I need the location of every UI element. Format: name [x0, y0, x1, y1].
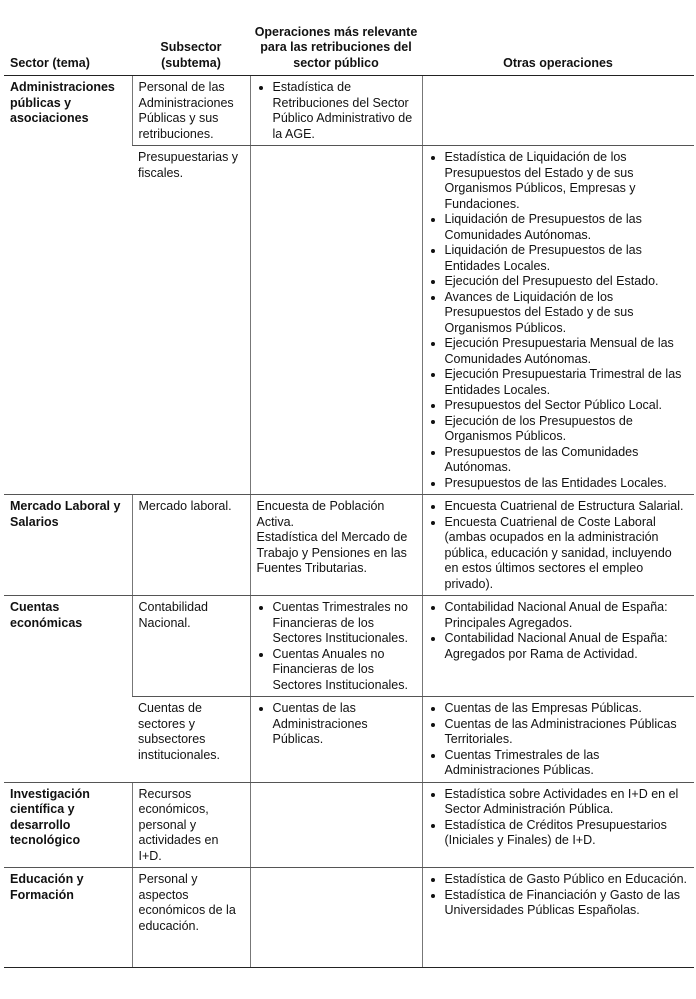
list-item: • Contabilidad Nacional Anual de España: Agregados por Rama de Actividad.	[445, 631, 690, 662]
list-item: • Ejecución de los Presupuestos de Organismos Públicos.	[445, 414, 690, 445]
list-item: • Liquidación de Presupuestos de las Comunidades Autónomas.	[445, 212, 690, 243]
list-item: • Encuesta Cuatrienal de Coste Laboral (ambas ocupados en la administración pública, educación y sanidad, incluyendo en estos últimos sectores el empleo privado).	[445, 515, 690, 593]
list-item: • Estadística de Financiación y Gasto de las Universidades Públicas Españolas.	[445, 888, 690, 919]
other-operations-cell	[422, 146, 694, 495]
list-item: • Presupuestos de las Comunidades Autónomas.	[445, 445, 690, 476]
table-row	[4, 76, 694, 146]
subsector-cell: Mercado laboral.	[132, 495, 250, 596]
subsector-cell: Personal y aspectos económicos de la educación.	[132, 868, 250, 968]
other-operations-cell	[422, 782, 694, 868]
list-item: • Cuentas de las Administraciones Públicas.	[273, 701, 417, 748]
sector-cell: Investigación científica y desarrollo tecnológico	[4, 782, 132, 868]
other-operations-cell	[422, 697, 694, 783]
header-subsector: Subsector (subtema)	[132, 4, 250, 76]
table-row	[4, 782, 694, 868]
list-item: • Cuentas Anuales no Financieras de los Sectores Institucionales.	[273, 647, 417, 694]
sector-cell: Mercado Laboral y Salarios	[4, 495, 132, 596]
list-item: • Estadística de Créditos Presupuestarios (Iniciales y Finales) de I+D.	[445, 818, 690, 849]
sector-cell: Administraciones públicas y asociaciones	[4, 76, 132, 495]
table-row	[4, 868, 694, 968]
list-item: • Liquidación de Presupuestos de las Entidades Locales.	[445, 243, 690, 274]
list-item: • Cuentas Trimestrales de las Administraciones Públicas.	[445, 748, 690, 779]
table-row	[4, 495, 694, 596]
list-item: • Estadística de Retribuciones del Sector Público Administrativo de la AGE.	[273, 80, 417, 142]
list-item: • Presupuestos del Sector Público Local.	[445, 398, 690, 414]
list-item: • Ejecución del Presupuesto del Estado.	[445, 274, 690, 290]
list-item: • Avances de Liquidación de los Presupuestos del Estado y de sus Organismos Públicos.	[445, 290, 690, 337]
other-operations-cell	[422, 868, 694, 968]
list-item: • Cuentas de las Empresas Públicas.	[445, 701, 690, 717]
list-item: • Ejecución Presupuestaria Mensual de las Comunidades Autónomas.	[445, 336, 690, 367]
sector-cell: Educación y Formación	[4, 868, 132, 968]
header-main-operations: Operaciones más relevante para las retribuciones del sector público	[250, 4, 422, 76]
list-item: • Cuentas Trimestrales no Financieras de los Sectores Institucionales.	[273, 600, 417, 647]
main-operations-cell	[250, 868, 422, 968]
subsector-cell: Cuentas de sectores y subsectores institucionales.	[132, 697, 250, 783]
list-item: • Estadística de Liquidación de los Presupuestos del Estado y de sus Organismos Públicos, Empresas y Fundaciones.	[445, 150, 690, 212]
list-item: • Estadística sobre Actividades en I+D en el Sector Administración Pública.	[445, 787, 690, 818]
other-operations-cell	[422, 76, 694, 146]
other-operations-cell	[422, 495, 694, 596]
main-operations-cell	[250, 146, 422, 495]
main-operations-cell	[250, 596, 422, 697]
statistics-table	[4, 4, 694, 968]
subsector-cell: Recursos económicos, personal y actividades en I+D.	[132, 782, 250, 868]
list-item: • Encuesta Cuatrienal de Estructura Salarial.	[445, 499, 690, 515]
subsector-cell: Presupuestarias y fiscales.	[132, 146, 250, 495]
list-item: • Presupuestos de las Entidades Locales.	[445, 476, 690, 492]
main-operations-cell	[250, 782, 422, 868]
header-sector: Sector (tema)	[4, 4, 132, 76]
list-item: • Estadística de Gasto Público en Educación.	[445, 872, 690, 888]
header-row	[4, 4, 694, 76]
sector-cell: Cuentas económicas	[4, 596, 132, 783]
other-operations-cell	[422, 596, 694, 697]
subsector-cell: Contabilidad Nacional.	[132, 596, 250, 697]
list-item: • Cuentas de las Administraciones Públicas Territoriales.	[445, 717, 690, 748]
table-row	[4, 596, 694, 697]
list-item: • Ejecución Presupuestaria Trimestral de las Entidades Locales.	[445, 367, 690, 398]
header-other-operations: Otras operaciones	[422, 4, 694, 76]
main-operation-text: Encuesta de Población Activa.	[256, 499, 385, 529]
main-operations-cell	[250, 697, 422, 783]
main-operations-cell	[250, 76, 422, 146]
main-operation-text: Estadística del Mercado de Trabajo y Pensiones en las Fuentes Tributarias.	[256, 530, 408, 575]
list-item: • Contabilidad Nacional Anual de España: Principales Agregados.	[445, 600, 690, 631]
main-operations-cell	[250, 495, 422, 596]
subsector-cell: Personal de las Administraciones Públicas y sus retribuciones.	[132, 76, 250, 146]
